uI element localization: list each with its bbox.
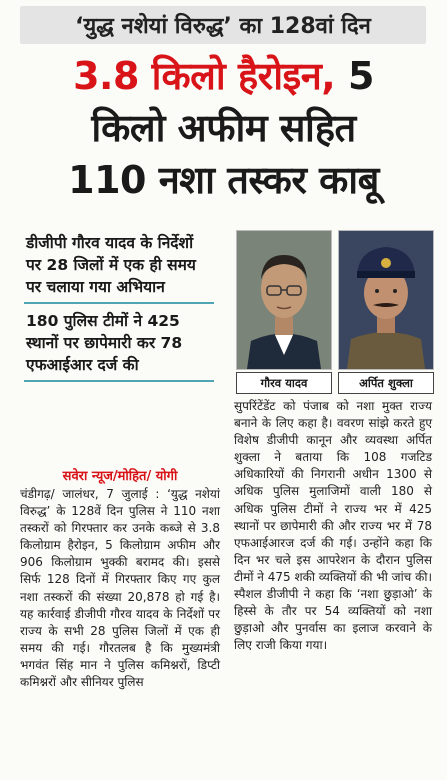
photo-gaurav-yadav xyxy=(236,230,332,370)
kicker-text: ‘युद्ध नशेयां विरुद्ध’ का 128वां दिन xyxy=(75,14,371,39)
body-column-left xyxy=(20,486,220,691)
body-column-right xyxy=(234,398,432,654)
kicker-banner xyxy=(20,6,426,44)
headline-red-text: 3.8 किलो हैरोइन, xyxy=(73,54,336,98)
body-text-right: सुपरिंटेंडेंट को पंजाब को नशा मुक्त राज्य बनाने के लिए कहा है। ववरण सांझे करते हुए विशेष डीजीपी कानून और व्यवस्था अर्पित शुक्ला ने बताया कि 108 गजटिड अधिकारियों की निगरानी अधीन 1300 से अधिक पुलिस मुलाजिमों वाली 180 से अधिक पुलिस टीमों ने राज्य भर में 425 स्थानों पर छापेमारी की और राज्य भर में 78 एफआईआरज दर्ज की गई। उन्होंने कहा कि दिन भर चले इस आपरेशन के दौरान पुलिस टीमों ने 475 शकी व्यक्तियों की भी जांच की। स्पैशल डीजीपी ने कहा कि ‘नशा छुड़ाओ’ के हिस्से के तौर पर 54 व्यक्तियों को नशा छुड़ाओ और पुनर्वास का इलाज करवाने के लिए राजी किया गया। xyxy=(234,399,432,653)
body-text-left: चंडीगढ़/ जालंधर, 7 जुलाई : ‘युद्ध नशेयां विरुद्ध’ के 128वें दिन पुलिस ने 110 नशा तस्करों को गिरफ्तार कर उनके कब्जे से 3.8 किलोग्राम हैरोइन, 5 किलोग्राम अफीम और 906 किलोग्राम भुक्की बरामद की। इससे सिर्फ 128 दिनों में गिरफ्तार किए गए कुल नशा तस्करों की संख्या 20,878 हो गई है। यह कार्रवाई डीजीपी गौरव यादव के निर्देशों पर राज्य के सभी 28 पुलिस जिलों में एक ही समय की गई। गौरतलब है कि मुख्यमंत्री भगवंत सिंह मान ने पुलिस कमिश्नरों, डिप्टी कमिश्नरों और सीनियर पुलिस xyxy=(20,487,220,690)
subhead-second: 180 पुलिस टीमों ने 425 स्थानों पर छापेमारी कर 78 एफआईआर दर्ज की xyxy=(24,304,214,382)
headline-line-3: 110 नशा तस्कर काबू xyxy=(68,158,379,202)
headline xyxy=(0,50,447,206)
portrait-illustration xyxy=(237,231,331,369)
caption-right: अर्पित शुक्ला xyxy=(338,372,434,394)
headline-line-1-rest: 5 xyxy=(335,54,374,98)
portrait-illustration xyxy=(339,231,433,369)
headline-line-2: किलो अफीम सहित xyxy=(91,106,356,150)
photo-arpit-shukla xyxy=(338,230,434,370)
subhead-first: डीजीपी गौरव यादव के निर्देशों पर 28 जिलों में एक ही समय पर चलाया गया अभियान xyxy=(24,232,214,304)
caption-left: गौरव यादव xyxy=(236,372,332,394)
byline: सवेरा न्यूज/मोहित/ योगी xyxy=(62,469,178,484)
headline-line-1 xyxy=(0,50,447,102)
subheads xyxy=(24,232,214,382)
